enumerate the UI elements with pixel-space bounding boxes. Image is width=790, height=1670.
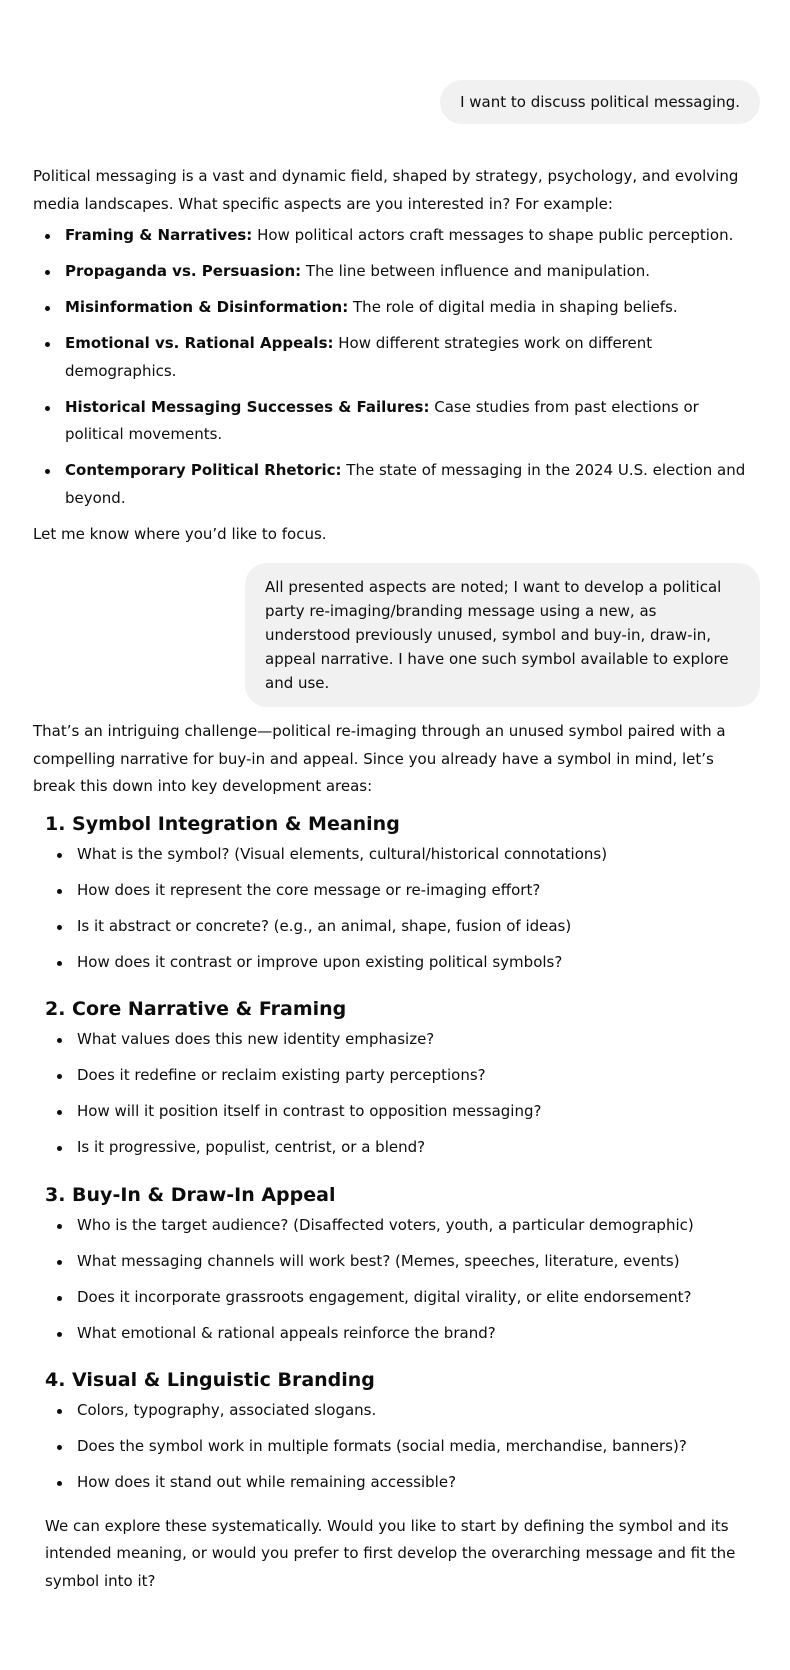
list-item-bold: Framing & Narratives: (65, 226, 253, 244)
list-item-text: How political actors craft messages to shape public perception. (252, 226, 734, 244)
list-item: What values does this new identity emphasize? (77, 1026, 760, 1054)
list-item: Is it progressive, populist, centrist, or a blend? (77, 1134, 760, 1162)
section-list (45, 1212, 760, 1348)
list-item-bold: Emotional vs. Rational Appeals: (65, 334, 334, 352)
assistant-message (33, 163, 760, 548)
list-item: Colors, typography, associated slogans. (77, 1397, 760, 1425)
list-item (65, 330, 760, 385)
list-item (65, 258, 760, 286)
list-item (65, 457, 760, 512)
section-heading: 3. Buy-In & Draw-In Appeal (45, 1183, 336, 1206)
list-item: Is it abstract or concrete? (e.g., an animal, shape, fusion of ideas) (77, 913, 760, 941)
list-item: Does it incorporate grassroots engagement, digital virality, or elite endorsement? (77, 1284, 760, 1312)
list-item (65, 394, 760, 449)
assistant-message (33, 718, 760, 1595)
list-item: What emotional & rational appeals reinforce the brand? (77, 1320, 760, 1348)
list-item: Does the symbol work in multiple formats (social media, merchandise, banners)? (77, 1433, 760, 1461)
list-item: How does it stand out while remaining accessible? (77, 1469, 760, 1497)
list-item-text: How different strategies work on different demographics. (65, 334, 653, 380)
list-item: What is the symbol? (Visual elements, cultural/historical connotations) (77, 841, 760, 869)
list-item-text: Case studies from past elections or political movements. (65, 397, 699, 443)
assistant-intro[interactable]: That’s an intriguing challenge—political re-imaging through an unused symbol paired with a compelling narrative for buy-in and appeal. Since you already have a symbol in mind, let’s break this down into key development areas: (33, 722, 726, 795)
list-item-bold: Misinformation & Disinformation: (65, 298, 349, 316)
section-list (45, 841, 760, 977)
section-heading: 4. Visual & Linguistic Branding (45, 1369, 375, 1391)
section-list (45, 1397, 760, 1497)
list-item: How will it position itself in contrast to opposition messaging? (77, 1098, 760, 1126)
user-message-bubble (245, 563, 760, 707)
assistant-closing[interactable]: We can explore these systematically. Would you like to start by defining the symbol and its intended meaning, or would you prefer to first develop the overarching message and fit the symbol into it? (45, 1516, 736, 1590)
section-visual-branding (45, 1365, 760, 1497)
section-core-narrative (45, 994, 760, 1162)
section-list (45, 1026, 760, 1162)
list-item: How does it represent the core message or re-imaging effort? (77, 877, 760, 905)
list-item: How does it contrast or improve upon existing political symbols? (77, 949, 760, 977)
aspects-list (33, 222, 760, 512)
list-item-bold: Contemporary Political Rhetoric: (65, 461, 342, 479)
list-item: Who is the target audience? (Disaffected voters, youth, a particular demographic) (77, 1212, 760, 1240)
list-item: Does it redefine or reclaim existing party perceptions? (77, 1062, 760, 1090)
user-message-text[interactable]: All presented aspects are noted; I want to develop a political party re-imaging/branding message using a new, as understood previously unused, symbol and buy-in, draw-in, appeal narrative. I have one such symbol available to explore and use. (265, 578, 729, 692)
list-item-text: The role of digital media in shaping beliefs. (348, 298, 678, 316)
assistant-closing[interactable]: Let me know where you’d like to focus. (33, 524, 327, 543)
assistant-intro[interactable]: Political messaging is a vast and dynamic field, shaped by strategy, psychology, and evolving media landscapes. What specific aspects are you interested in? For example: (33, 167, 739, 213)
user-message-text[interactable]: I want to discuss political messaging. (460, 93, 740, 111)
section-heading: 2. Core Narrative & Framing (45, 998, 347, 1020)
list-item-text: The line between influence and manipulation. (301, 262, 651, 280)
list-item: What messaging channels will work best? (Memes, speeches, literature, events) (77, 1248, 760, 1276)
list-item (65, 222, 760, 250)
section-heading: 1. Symbol Integration & Meaning (45, 812, 400, 835)
section-buy-in-appeal (45, 1180, 760, 1348)
list-item (65, 294, 760, 322)
section-symbol-integration (45, 809, 760, 977)
list-item-bold: Historical Messaging Successes & Failures: (65, 397, 430, 416)
list-item-bold: Propaganda vs. Persuasion: (65, 262, 302, 280)
list-item-text: The state of messaging in the 2024 U.S. election and beyond. (65, 461, 746, 507)
user-message-bubble (440, 80, 760, 124)
